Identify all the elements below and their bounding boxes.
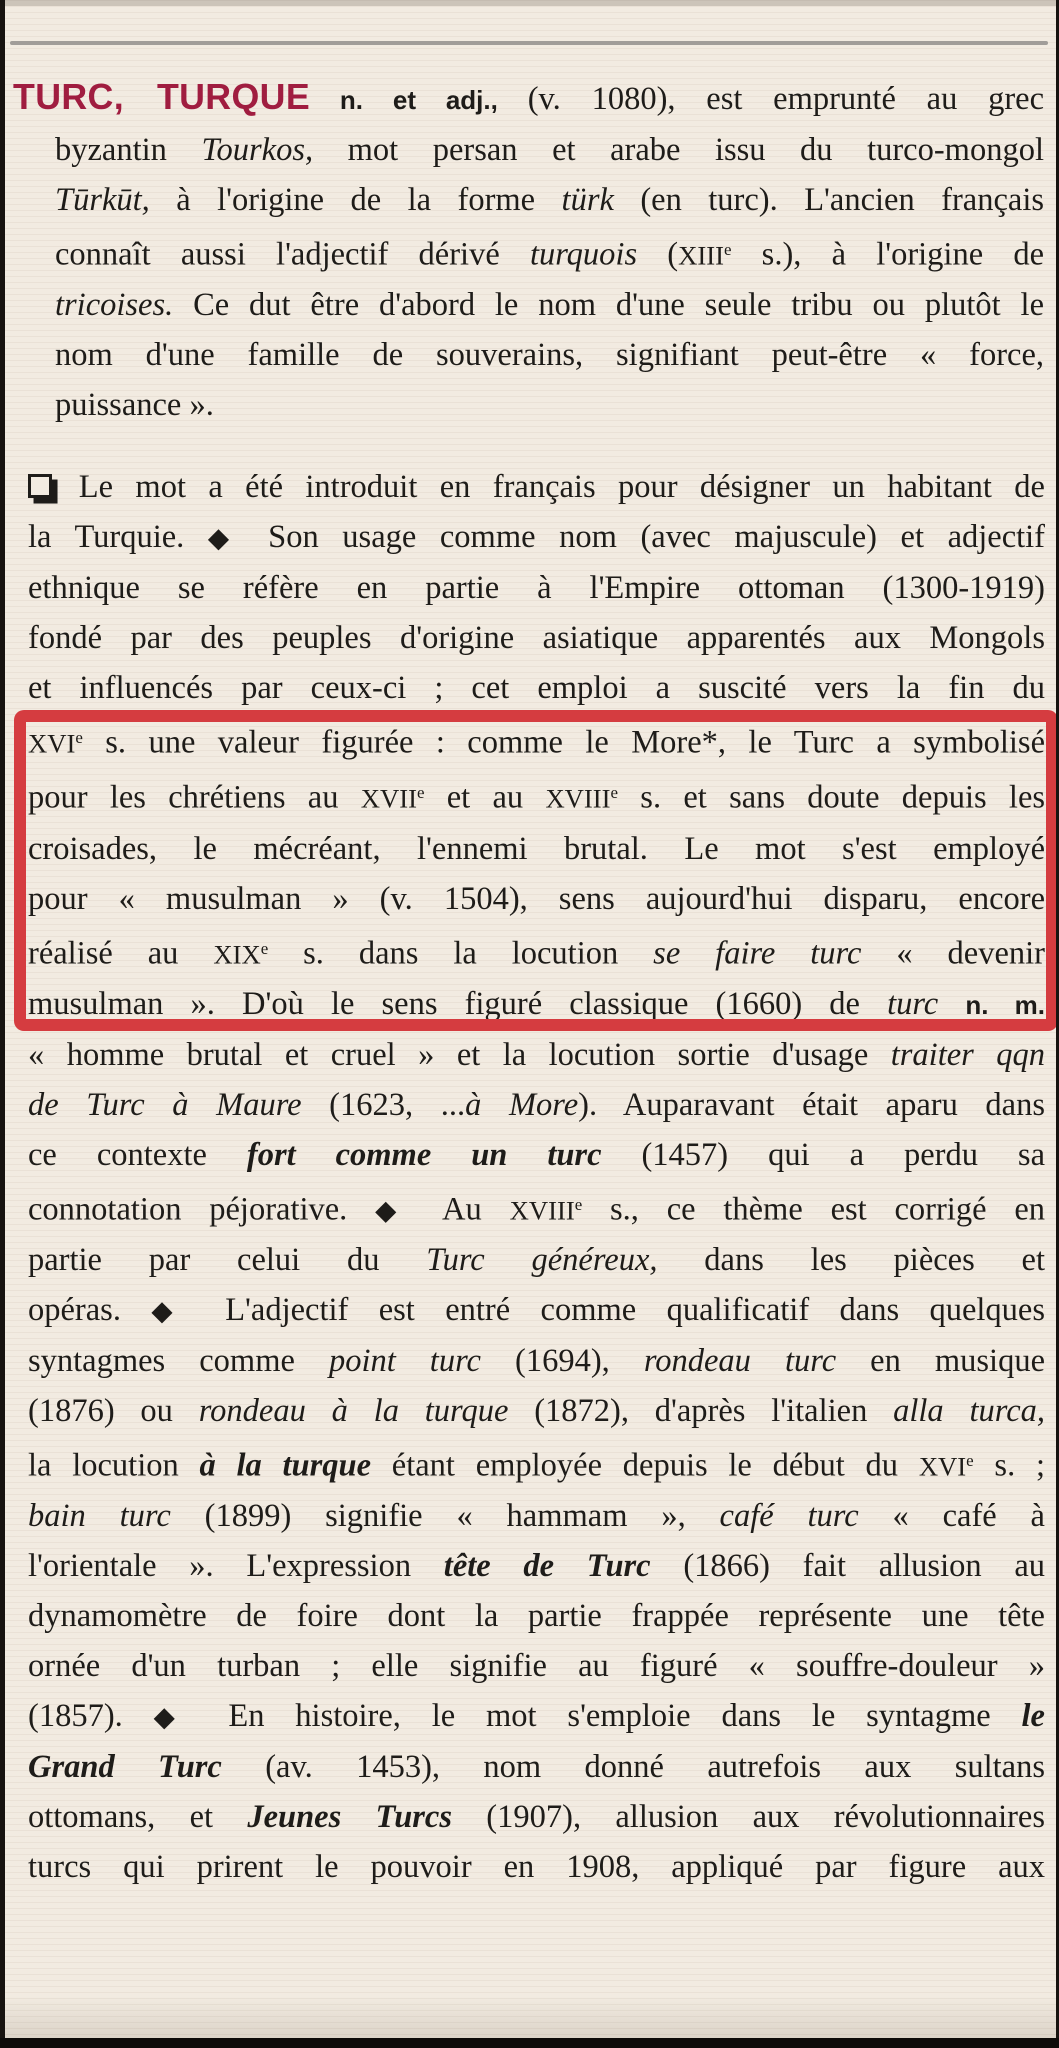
text-segment: XVI xyxy=(918,1451,967,1482)
text-segment: Au xyxy=(416,1191,510,1228)
text-line xyxy=(28,1235,1045,1285)
text-segment: (1457) qui a perdu sa xyxy=(601,1136,1046,1173)
text-segment: Tūrkūt, xyxy=(55,182,150,218)
text-line xyxy=(28,1541,1045,1591)
text-segment: croisades, le mécréant, l'ennemi brutal. Le mot s'est employé xyxy=(28,830,1045,867)
text-segment: bain turc xyxy=(28,1498,171,1535)
text-line xyxy=(28,1180,1045,1235)
text-segment: s. ; xyxy=(973,1447,1045,1484)
text-segment: dans les pièces et xyxy=(657,1242,1046,1279)
photo-edge-left xyxy=(0,0,5,2048)
text-segment: (1907), allusion aux révolutionnaires xyxy=(452,1799,1045,1836)
text-segment: « devenir xyxy=(861,934,1045,971)
text-segment: (en turc). L'ancien français xyxy=(613,182,1044,218)
text-segment: türk xyxy=(561,182,614,218)
headword: TURC, TURQUE xyxy=(13,77,311,117)
text-segment: à la turque xyxy=(199,1447,372,1484)
text-segment: dynamomètre de foire dont la partie frappée représente une tête xyxy=(28,1598,1045,1635)
text-segment: s., ce thème est corrigé en xyxy=(582,1191,1045,1228)
text-segment: byzantin xyxy=(55,132,202,168)
text-line xyxy=(28,1641,1045,1691)
text-segment: le xyxy=(1021,1698,1045,1735)
text-line xyxy=(28,462,1045,512)
text-line xyxy=(28,824,1045,874)
text-line xyxy=(13,225,1044,280)
square-bullet-icon xyxy=(28,474,52,498)
text-segment: étant employée depuis le début du xyxy=(371,1447,919,1484)
text-segment: s. et sans doute depuis les xyxy=(618,779,1046,816)
text-segment: (v. 1080), est emprunté au grec xyxy=(527,81,1044,117)
text-segment: s. dans la locution xyxy=(268,934,654,971)
text-segment: et au xyxy=(424,779,546,816)
text-segment: se faire turc xyxy=(653,934,862,971)
text-segment: rondeau à la turque xyxy=(198,1393,509,1430)
grammar-label: n. m. xyxy=(965,989,1045,1020)
text-segment: e xyxy=(723,240,732,259)
text-segment: tricoises. xyxy=(55,287,174,324)
pos-label: n. et adj., xyxy=(310,85,528,115)
text-segment: e xyxy=(260,938,269,958)
text-segment: e xyxy=(574,1194,583,1214)
text-segment: traiter qqn xyxy=(890,1036,1045,1073)
text-segment: XIX xyxy=(213,938,261,969)
text-segment: (1876) ou xyxy=(28,1393,199,1430)
diamond-bullet-icon: ◆ xyxy=(151,1294,195,1328)
text-segment: et influencés par ceux-ci ; cet emploi a suscité vers la fin du xyxy=(28,670,1045,706)
text-line xyxy=(28,512,1045,563)
text-segment: partie par celui du xyxy=(28,1242,427,1279)
text-segment: (av. 1453), nom donné autrefois aux sultans xyxy=(221,1749,1045,1786)
diamond-bullet-icon: ◆ xyxy=(153,1700,198,1734)
text-line xyxy=(28,563,1045,613)
text-segment: (1866) fait allusion au xyxy=(650,1548,1045,1585)
text-segment: XVIII xyxy=(509,1195,575,1226)
section-divider-rule xyxy=(10,41,1048,45)
text-segment: (1694), xyxy=(480,1343,644,1380)
text-segment: point turc xyxy=(328,1343,481,1380)
text-segment: puissance ». xyxy=(55,387,214,424)
text-line xyxy=(28,713,1045,768)
text-line xyxy=(28,1691,1045,1742)
text-segment: syntagmes comme xyxy=(28,1343,329,1380)
text-line xyxy=(28,1491,1045,1541)
text-line xyxy=(13,380,1044,430)
text-segment: En histoire, le mot s'emploie dans le syntagme xyxy=(197,1698,1022,1735)
text-line xyxy=(28,1285,1045,1336)
text-segment: musulman ». D'où le sens figuré classique (1660) de xyxy=(28,985,888,1022)
text-segment: XVII xyxy=(360,783,417,814)
text-line xyxy=(28,924,1045,979)
text-line xyxy=(13,175,1044,225)
text-segment: Turc généreux, xyxy=(426,1242,658,1279)
text-line xyxy=(28,1080,1045,1130)
text-segment: e xyxy=(75,728,83,747)
text-segment: fort comme un turc xyxy=(246,1136,602,1173)
text-line xyxy=(28,1436,1045,1491)
text-segment: nom d'une famille de souverains, signifiant peut-être « force, xyxy=(55,337,1044,374)
text-segment: ethnique se réfère en partie à l'Empire ottoman (1300-1919) xyxy=(28,570,1045,606)
text-segment: fondé par des peuples d'origine asiatique apparentés aux Mongols xyxy=(28,620,1045,656)
text-segment: XIII xyxy=(678,240,724,271)
text-line xyxy=(28,1386,1045,1436)
text-segment: s. une valeur figurée : comme le More*, le Turc a symbolisé xyxy=(82,724,1045,761)
text-line xyxy=(28,1130,1045,1180)
text-segment: alla turca, xyxy=(893,1393,1045,1430)
text-line xyxy=(28,979,1045,1030)
text-segment: (1872), d'après l'italien xyxy=(508,1393,894,1430)
text-segment: e xyxy=(610,783,619,803)
photo-edge-bottom xyxy=(0,2038,1059,2048)
text-segment: « homme brutal et cruel » et la locution sortie d'usage xyxy=(28,1036,891,1073)
paragraph-senses xyxy=(28,462,1045,1892)
text-segment: l'orientale ». L'expression xyxy=(28,1548,444,1585)
text-segment: ottomans, et xyxy=(28,1799,248,1836)
text-line xyxy=(28,1591,1045,1641)
text-segment: Le mot a été introduit en français pour désigner un habitant de xyxy=(56,469,1045,505)
text-segment: (1899) signifie « hammam », xyxy=(170,1498,720,1535)
text-segment: connotation péjorative. xyxy=(28,1191,376,1228)
text-segment: s.), à l'origine de xyxy=(731,236,1045,273)
text-segment: (1857). xyxy=(28,1698,154,1735)
text-segment: « café à xyxy=(858,1498,1045,1535)
page-top-shadow xyxy=(0,0,1059,6)
text-line xyxy=(13,330,1044,380)
text-segment: Jeunes Turcs xyxy=(247,1799,452,1836)
text-segment: opéras. xyxy=(28,1292,152,1329)
text-segment: XVIII xyxy=(545,783,611,814)
text-segment: (1623, ... xyxy=(301,1086,466,1123)
text-line xyxy=(28,1742,1045,1792)
text-segment: tête de Turc xyxy=(443,1548,651,1585)
text-segment: ce contexte xyxy=(28,1136,247,1173)
text-line xyxy=(13,125,1044,175)
text-line xyxy=(28,1336,1045,1386)
diamond-bullet-icon: ◆ xyxy=(375,1193,417,1227)
text-line xyxy=(28,1030,1045,1080)
text-segment: en musique xyxy=(836,1343,1046,1380)
text-segment: connaît aussi l'adjectif dérivé xyxy=(55,236,530,273)
text-line xyxy=(13,72,1044,125)
text-segment: pour « musulman » (v. 1504), sens aujourd'hui disparu, encore xyxy=(28,880,1045,917)
text-segment: turcs qui prirent le pouvoir en 1908, appliqué par figure aux xyxy=(28,1849,1045,1886)
text-line xyxy=(28,613,1045,663)
text-segment: café turc xyxy=(719,1498,859,1535)
text-segment: à l'origine de la forme xyxy=(149,182,562,218)
paragraph-etymology xyxy=(13,72,1044,430)
text-segment: pour les chrétiens au xyxy=(28,779,361,816)
text-segment: turquois xyxy=(529,236,638,273)
text-segment: mot persan et arabe issu du turco-mongol xyxy=(313,132,1044,168)
text-segment: e xyxy=(416,783,425,803)
text-segment: turc xyxy=(887,985,939,1022)
text-segment: Tourkos, xyxy=(201,132,314,168)
text-line xyxy=(28,768,1045,823)
text-segment: la locution xyxy=(28,1447,200,1484)
text-line xyxy=(28,663,1045,713)
text-line xyxy=(28,1842,1045,1892)
text-segment: XVI xyxy=(28,728,76,759)
diamond-bullet-icon: ◆ xyxy=(207,521,245,554)
page-bottom-shadow xyxy=(0,1996,1059,2038)
text-segment: Ce dut être d'abord le nom d'une seule tribu ou plutôt le xyxy=(173,287,1044,324)
text-segment xyxy=(938,986,965,1022)
text-segment: de Turc à Maure xyxy=(28,1086,302,1123)
text-segment: L'adjectif est entré comme qualificatif dans quelques xyxy=(194,1292,1046,1329)
text-segment: ( xyxy=(637,236,679,273)
text-segment: ornée d'un turban ; elle signifie au figuré « souffre-douleur » xyxy=(28,1648,1045,1685)
text-line xyxy=(28,874,1045,924)
text-segment: Grand Turc xyxy=(28,1749,222,1786)
text-segment: ). Auparavant était aparu dans xyxy=(578,1086,1045,1123)
text-line xyxy=(28,1792,1045,1842)
text-segment: Son usage comme nom (avec majuscule) et adjectif xyxy=(244,519,1046,555)
text-line xyxy=(13,280,1044,330)
text-segment: rondeau turc xyxy=(643,1343,837,1380)
text-segment: e xyxy=(966,1451,974,1471)
text-segment: réalisé au xyxy=(28,934,214,971)
text-segment: la Turquie. xyxy=(28,519,208,555)
text-segment: à More xyxy=(465,1086,579,1123)
